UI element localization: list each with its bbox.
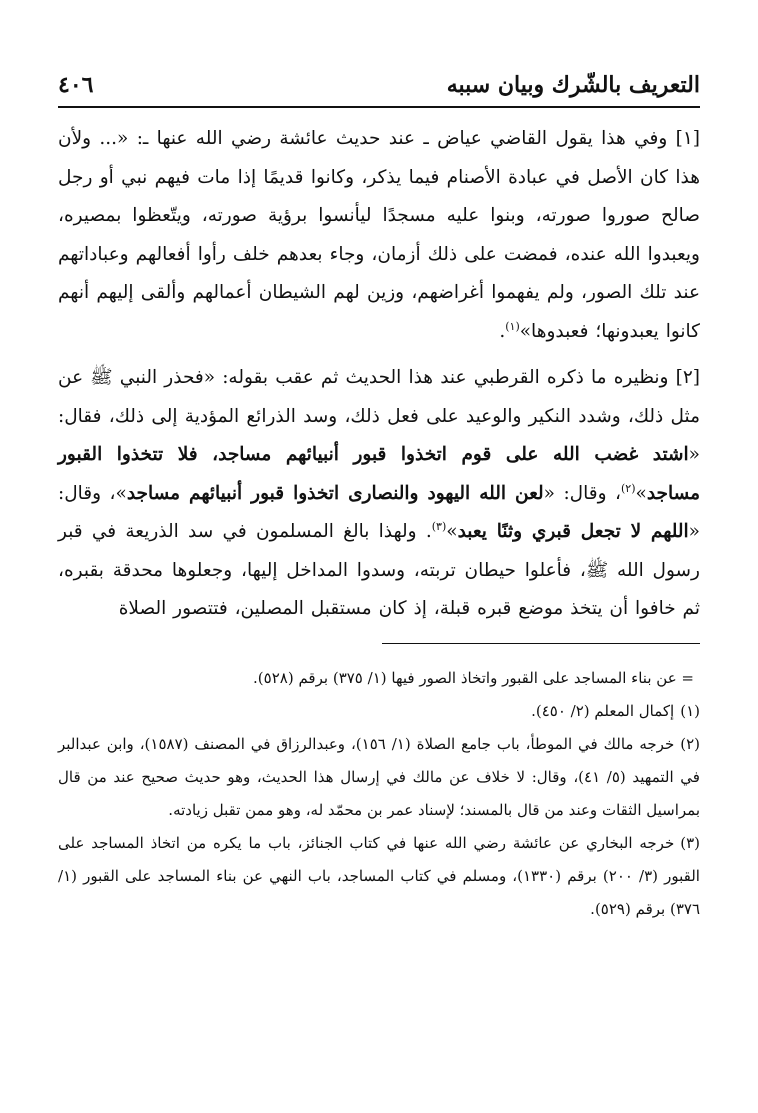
text-run: » — [635, 482, 647, 504]
footnotes — [58, 662, 700, 926]
hadith-quote: اشتد غضب الله على قوم اتخذوا قبور أنبيائهم مساجد، فلا تتخذوا القبور مساجد — [58, 444, 701, 504]
text-run: . ولهذا بالغ المسلمون في سد الذريعة في قبر رسول الله ﷺ، فأعلوا حيطان تربته، وسدوا المداخل إليها، وجعلوها محدقة بقبره، ثم خافوا أن يتخذ موضع قبره قبلة، إذ كان مستقبل المصلين، فتتصور الصلاة — [58, 521, 700, 619]
paragraph-2 — [58, 359, 700, 629]
footnote-number: (١) — [680, 701, 700, 720]
footnote-text: خرجه البخاري عن عائشة رضي الله عنها في كتاب الجنائز، باب ما يكره من اتخاذ المساجد على القبور (٣/ ٢٠٠) برقم (١٣٣٠)، ومسلم في كتاب المساجد، باب النهي عن بناء المساجد على القبور (١/ ٣٧٦) برقم (٥٢٩). — [58, 833, 700, 918]
footnote-marker[interactable]: (٣) — [431, 519, 447, 533]
footnote — [58, 695, 700, 728]
footnote — [58, 728, 700, 827]
text-run: [١] وفي هذا يقول القاضي عياض ـ عند حديث عائشة رضي الله عنها ـ: «... ولأن هذا كان الأصل في عبادة الأصنام فيما يذكر، وكانوا قديمًا إذا مات فيهم نبي أو رجل صالح صوروا صورته، وبنوا عليه مسجدًا ليأنسوا برؤية صورته، ويتّعظوا بمصيره، ويعبدوا الله عنده، فمضت على ذلك أزمان، وجاء بعدهم خلف رأوا أفعالهم وعباداتهم عند تلك الصور، ولم يفهموا أغراضهم، وزين لهم الشيطان أعمالهم وألقى إليهم أنهم كانوا يعبدونها؛ فعبدوها» — [58, 128, 700, 342]
paragraph-1 — [58, 120, 700, 351]
footnote-text: = عن بناء المساجد على القبور واتخاذ الصور فيها (١/ ٣٧٥) برقم (٥٢٨). — [253, 668, 694, 687]
running-header — [58, 70, 700, 108]
running-title: التعريف بالشّرك وبيان سببه — [446, 72, 700, 98]
footnote-number: (٢) — [680, 734, 701, 753]
footnote-marker[interactable]: (١) — [505, 319, 520, 333]
text-run: . — [499, 320, 506, 342]
text-run: »، وقال: « — [58, 482, 700, 542]
footnote-number: (٣) — [680, 833, 700, 852]
book-page — [58, 70, 700, 926]
footnote-separator — [382, 643, 700, 644]
text-run: [٢] ونظيره ما ذكره القرطبي عند هذا الحديث ثم عقب بقوله: «فحذر النبي ﷺ عن مثل ذلك، وشدد النكير والوعيد على فعل ذلك، وسد الذرائع المؤدية إلى ذلك، فقال: « — [58, 367, 700, 465]
footnote — [58, 827, 700, 926]
page-number: ٤٠٦ — [58, 72, 94, 98]
footnote-number — [694, 669, 700, 687]
footnote-marker[interactable]: (٢) — [620, 481, 636, 495]
text-run: » — [446, 521, 458, 542]
footnote-text: خرجه مالك في الموطأ، باب جامع الصلاة (١/ ١٥٦)، وعبدالرزاق في المصنف (١٥٨٧)، وابن عبدالبر في التمهيد (٥/ ٤١)، وقال: لا خلاف عن مالك في إرسال هذا الحديث، وهو حديث صحيح عند من قال بمراسيل الثقات وعند من قال بالمسند؛ لإسناد عمر بن محمّد له، وهو ممن تقبل زيادته. — [58, 734, 700, 819]
footnote-text: إكمال المعلم (٢/ ٤٥٠). — [531, 701, 675, 720]
footnote — [58, 662, 700, 695]
hadith-quote: اللهم لا تجعل قبري وثنًا يعبد — [457, 521, 689, 542]
main-text — [58, 120, 700, 629]
text-run: ، وقال: « — [543, 482, 621, 504]
hadith-quote: لعن الله اليهود والنصارى اتخذوا قبور أنبيائهم مساجد — [126, 482, 544, 504]
